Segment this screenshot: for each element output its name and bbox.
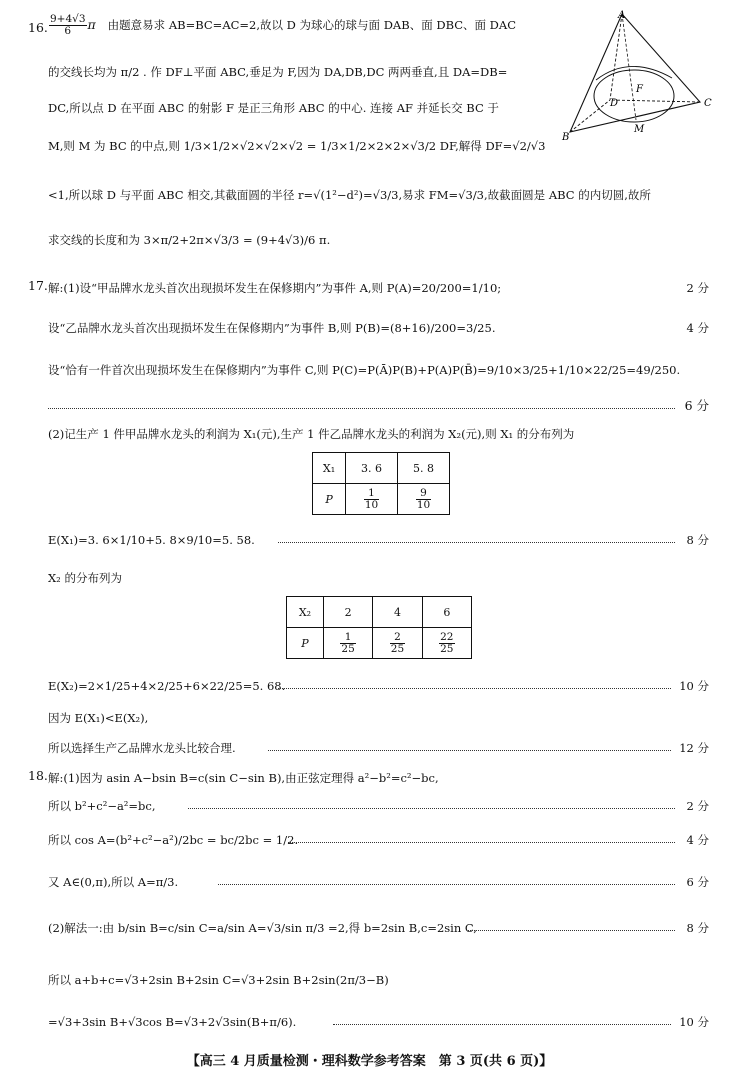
- q16-line-1: $\frac{9+4√3}{6}$ π 由题意易求 AB=BC=AC=2,故以 D 为球心的球与面 DAB、面 DBC、面 DAC: [50, 13, 517, 37]
- label-D: D: [610, 98, 619, 109]
- q17-line-8: 因为 E(X₁)<E(X₂),: [48, 711, 149, 725]
- x1-head-2: 5. 8: [398, 453, 450, 484]
- q17-line-9: 所以选择生产乙品牌水龙头比较合理. 12 分: [48, 738, 709, 758]
- q16-line-5: <1,所以球 D 与平面 ABC 相交,其截面圆的半径 r=√(1²−d²)=√3/3,易求 FM=√3/3,故截面圆是 ABC 的内切圆,故所: [48, 188, 651, 202]
- q17-score-5: 8 分: [683, 530, 709, 550]
- q18-line-4: 又 A∈(0,π),所以 A=π/3. 6 分: [48, 872, 709, 892]
- x2-row-label: P: [287, 628, 324, 659]
- q17-line-3: 设“恰有一件首次出现损坏发生在保修期内”为事件 C,则 P(C)=P(Ā)P(B)+P(A)P(B̄)=9/10×3/25+1/10×22/25=49/250.: [48, 363, 681, 377]
- q17-number: 17.: [28, 278, 48, 293]
- label-A: A: [618, 10, 626, 21]
- x2-distribution-table: X₂ 2 4 6 P $\frac{1}{25}$ $\frac{2}{25}$ $\frac{22}{25}$: [286, 596, 472, 659]
- x1-distribution-table: X₁ 3. 6 5. 8 P $\frac{1}{10}$ $\frac{9}{10}$: [312, 452, 450, 515]
- q18-score-7: 10 分: [675, 1012, 709, 1032]
- label-B: B: [562, 132, 570, 143]
- x1-head-1: 3. 6: [346, 453, 398, 484]
- q16-line-6: 求交线的长度和为 3×π/2+2π×√3/3 = (9+4√3)/6 π.: [48, 233, 331, 247]
- q17-line-5: E(X₁)=3. 6×1/10+5. 8×9/10=5. 58. 8 分: [48, 530, 709, 550]
- x2-head-0: X₂: [287, 597, 324, 628]
- q18-line-7: =√3+3sin B+√3cos B=√3+2√3sin(B+π/6). 10 分: [48, 1012, 709, 1032]
- label-C: C: [704, 98, 712, 109]
- q16-line-2: 的交线长均为 π/2 . 作 DF⊥平面 ABC,垂足为 F,因为 DA,DB,DC 两两垂直,且 DA=DB=: [48, 65, 508, 79]
- q16-text-1: 由题意易求 AB=BC=AC=2,故以 D 为球心的球与面 DAB、面 DBC、面 DAC: [107, 18, 517, 32]
- label-F: F: [636, 84, 643, 95]
- x2-head-3: 6: [422, 597, 471, 628]
- q16-line-4: M,则 M 为 BC 的中点,则 1/3×1/2×√2×√2×√2 = 1/3×1/2×2×2×√3/2 DF,解得 DF=√2/√3: [48, 139, 546, 153]
- q17-score-2: 4 分: [683, 318, 709, 338]
- x2-head-2: 4: [373, 597, 422, 628]
- x2-head-1: 2: [323, 597, 372, 628]
- q16-number: 16.: [28, 20, 48, 35]
- q16-line-3: DC,所以点 D 在平面 ABC 的射影 F 是正三角形 ABC 的中心. 连接 AF 并延长交 BC 于: [48, 101, 499, 115]
- q18-line-6: 所以 a+b+c=√3+2sin B+2sin C=√3+2sin B+2sin(2π/3−B): [48, 973, 389, 987]
- q17-line-4: (2)记生产 1 件甲品牌水龙头的利润为 X₁(元),生产 1 件乙品牌水龙头的利润为 X₂(元),则 X₁ 的分布列为: [48, 427, 575, 441]
- q17-score-9: 12 分: [675, 738, 709, 758]
- q18-line-1: 解:(1)因为 asin A−bsin B=c(sin C−sin B),由正弦定理得 a²−b²=c²−bc,: [48, 771, 439, 785]
- label-M: M: [634, 124, 645, 135]
- q17-line-6: X₂ 的分布列为: [48, 571, 122, 585]
- q18-number: 18.: [28, 768, 48, 783]
- q18-score-2: 2 分: [683, 796, 709, 816]
- q18-line-2: 所以 b²+c²−a²=bc, 2 分: [48, 796, 709, 816]
- q18-score-3: 4 分: [683, 830, 709, 850]
- q17-line-1: 解:(1)设“甲品牌水龙头首次出现损坏发生在保修期内”为事件 A,则 P(A)=20/200=1/10; 2 分: [48, 278, 709, 298]
- q17-line-7: E(X₂)=2×1/25+4×2/25+6×22/25=5. 68. 10 分: [48, 676, 709, 696]
- page-footer: 【高三 4 月质量检测・理科数学参考答案 第 3 页(共 6 页)】: [186, 1054, 553, 1069]
- tetrahedron-figure: [560, 8, 720, 143]
- x1-head-0: X₁: [313, 453, 346, 484]
- q17-line-2: 设“乙品牌水龙头首次出现损坏发生在保修期内”为事件 B,则 P(B)=(8+16)/200=3/25. 4 分: [48, 318, 709, 338]
- x1-row-label: P: [313, 484, 346, 515]
- q18-line-5: (2)解法一:由 b/sin B=c/sin C=a/sin A=√3/sin π/3 =2,得 b=2sin B,c=2sin C, 8 分: [48, 918, 709, 938]
- q17-score-1: 2 分: [683, 278, 709, 298]
- q17-score-7: 10 分: [675, 676, 709, 696]
- q18-line-3: 所以 cos A=(b²+c²−a²)/2bc = bc/2bc = 1/2. 4 分: [48, 830, 709, 850]
- q18-score-4: 6 分: [683, 872, 709, 892]
- q18-score-5: 8 分: [683, 918, 709, 938]
- q17-score-3: 6 分: [681, 396, 709, 416]
